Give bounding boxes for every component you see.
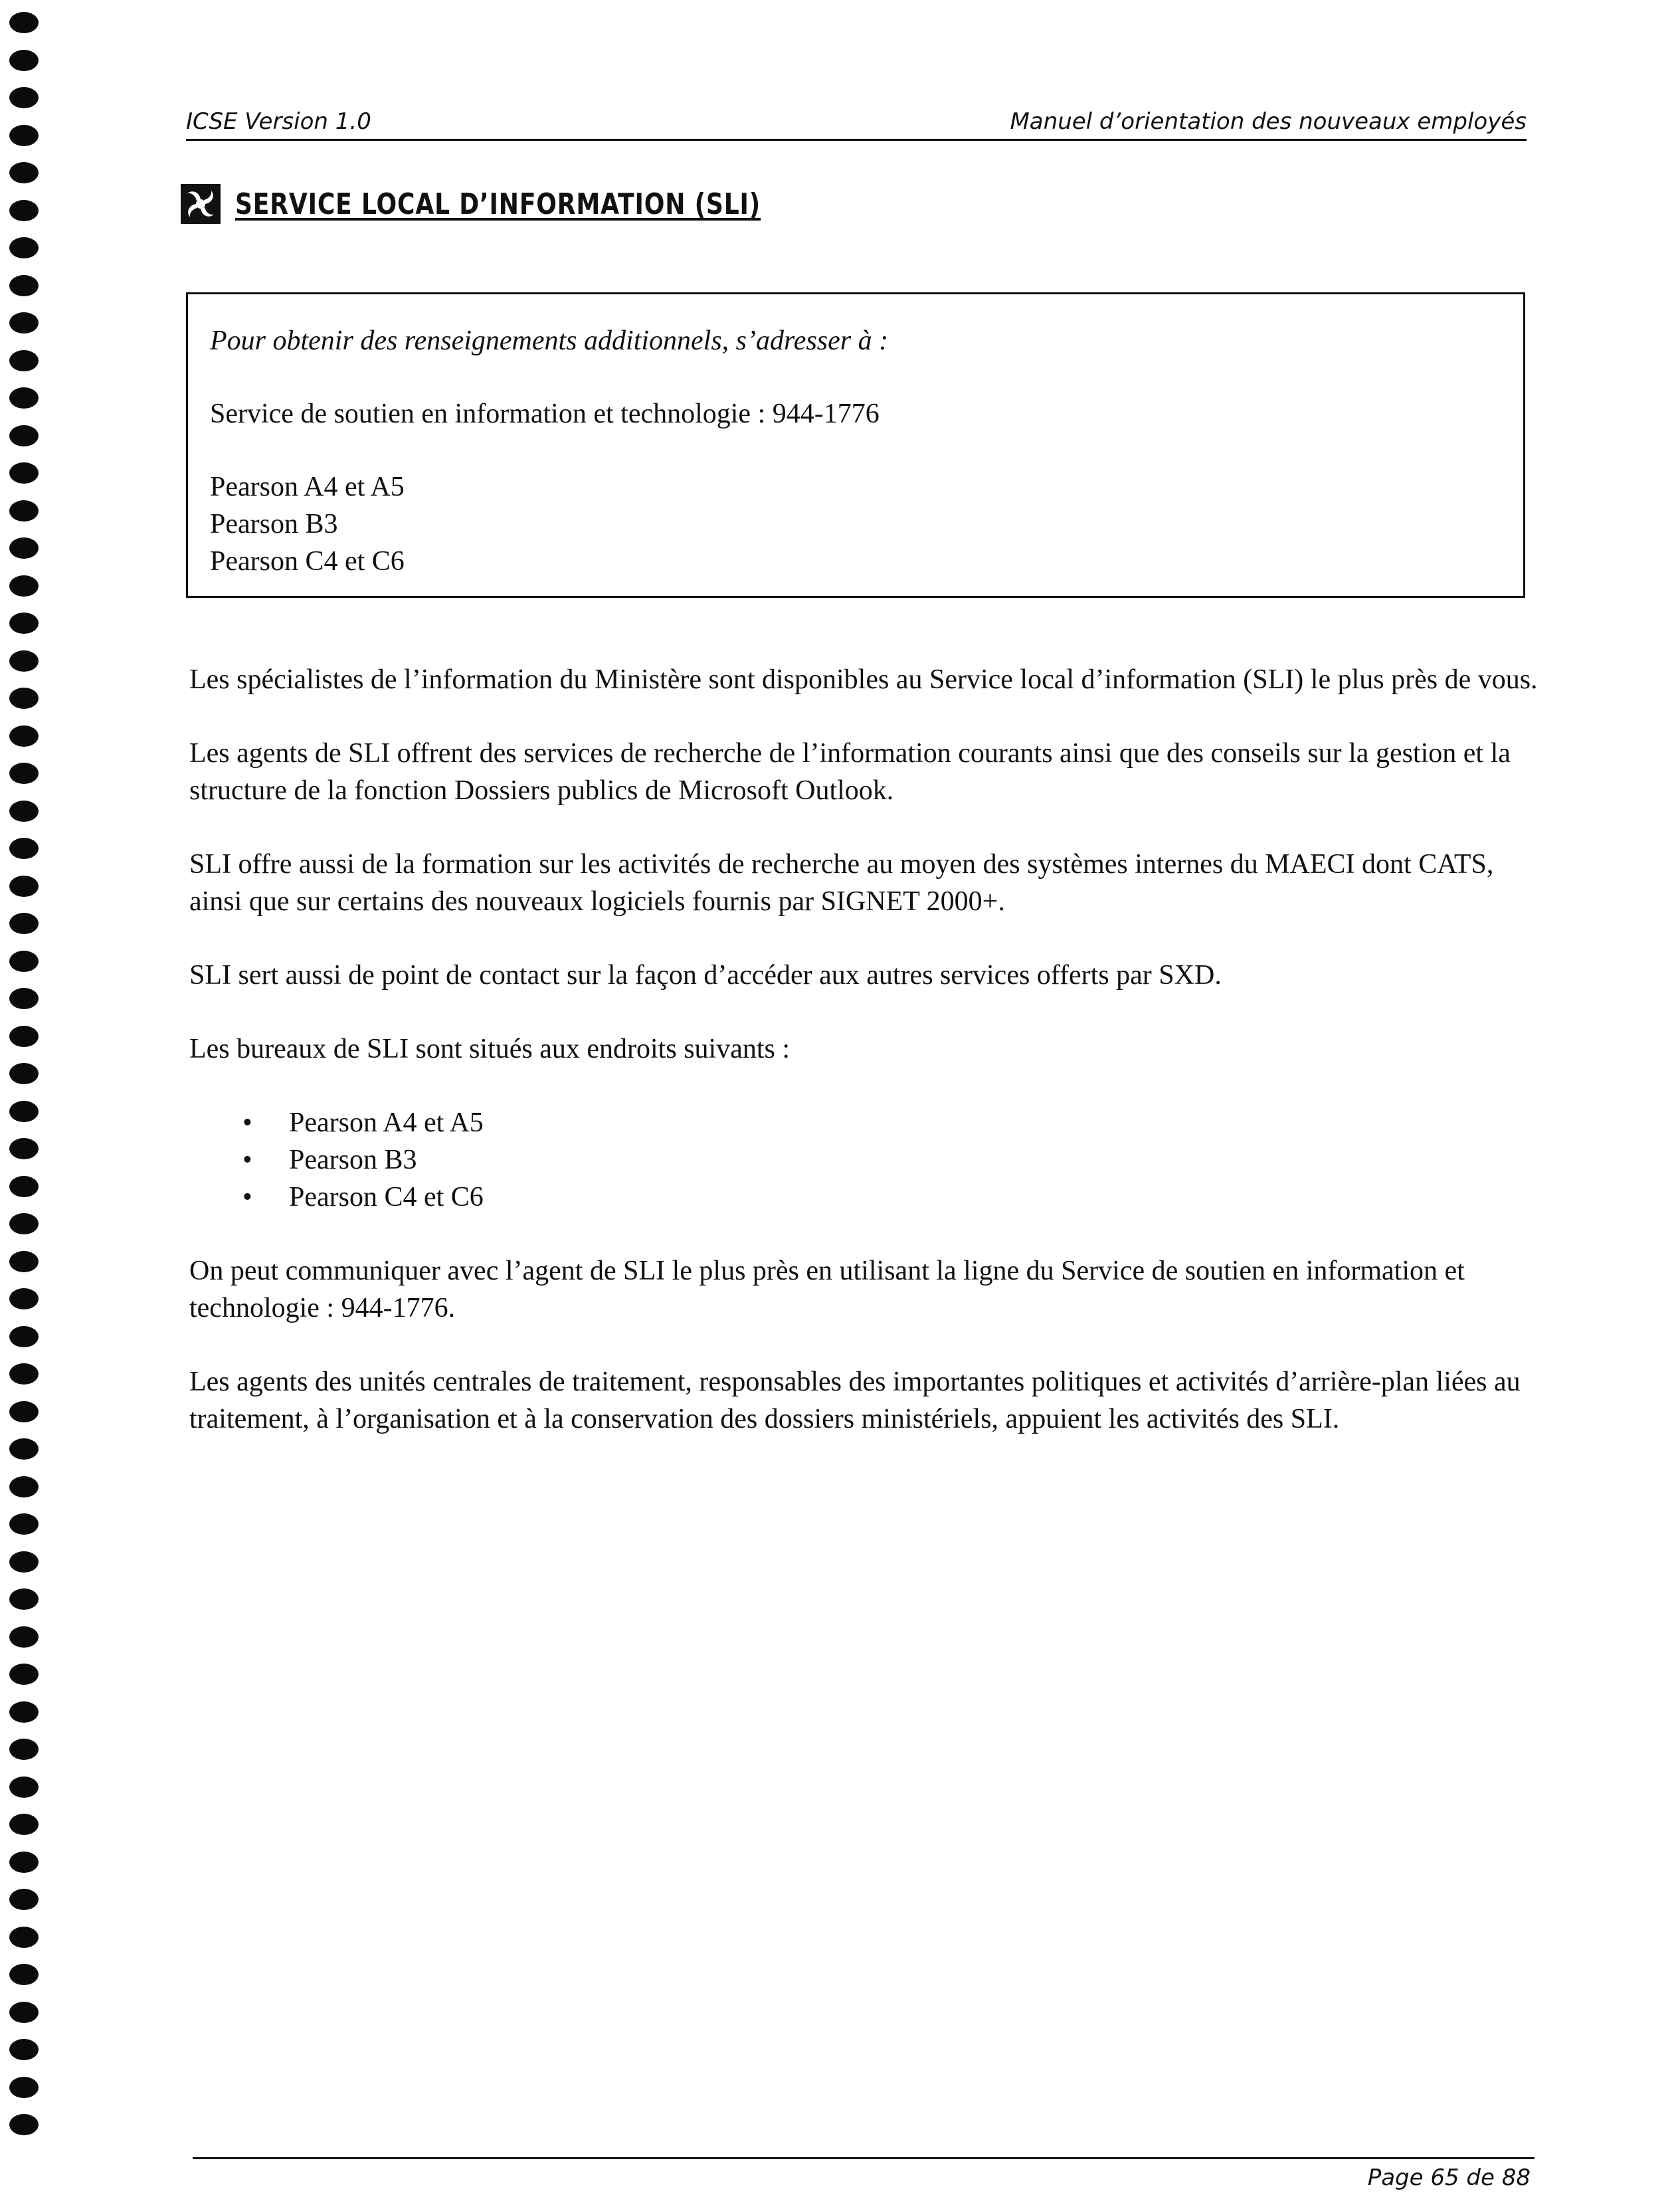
binding-hole xyxy=(9,87,39,108)
binding-hole xyxy=(9,1101,39,1122)
binding-hole xyxy=(9,1288,39,1309)
binding-hole xyxy=(9,1814,39,1835)
binding-hole xyxy=(9,988,39,1009)
paragraph: SLI sert aussi de point de contact sur la façon d’accéder aux autres services offerts par SXD. xyxy=(189,960,1222,991)
body-text xyxy=(189,661,1541,1474)
binding-hole xyxy=(9,763,39,784)
paragraph: Les bureaux de SLI sont situés aux endroits suivants : xyxy=(189,1034,791,1064)
binding-hole xyxy=(9,275,39,296)
binding-hole xyxy=(9,2039,39,2060)
binding-hole xyxy=(9,350,39,371)
binding-hole xyxy=(9,1513,39,1535)
binding-hole xyxy=(9,200,39,221)
manual-title: Manuel d’orientation des nouveaux employés xyxy=(1010,108,1527,135)
binding-hole xyxy=(9,462,39,484)
binding-hole xyxy=(9,1363,39,1385)
paragraph: Les agents de SLI offrent des services de recherche de l’information courants ainsi que des conseils sur la gestion et la structure de la fonction Dossiers publics de Microsoft Outlook. xyxy=(189,738,1511,806)
binding-hole xyxy=(9,613,39,634)
binding-hole xyxy=(9,838,39,859)
binding-hole xyxy=(9,2002,39,2023)
binding-hole xyxy=(9,1326,39,1347)
binding-hole xyxy=(9,1176,39,1197)
page-header xyxy=(186,103,1527,141)
binding-hole xyxy=(9,1777,39,1798)
binding-hole xyxy=(9,50,39,71)
binding-hole xyxy=(9,387,39,409)
paragraph: Les agents des unités centrales de traitement, responsables des importantes politiques et activités d’arrière-plan liées au traitement, à l’organisation et à la conservation des dossiers ministériels, appuient les activités des SLI. xyxy=(189,1367,1521,1434)
binding-hole xyxy=(9,2114,39,2135)
contact-intro: Pour obtenir des renseignements additionnels, s’adresser à : xyxy=(210,326,889,356)
binding-hole xyxy=(9,1927,39,1948)
section-heading xyxy=(179,181,876,227)
binding-hole xyxy=(9,1476,39,1497)
binding-holes xyxy=(9,12,43,2152)
page-number: Page 65 de 88 xyxy=(1367,2164,1531,2191)
binding-hole xyxy=(9,237,39,258)
binding-hole xyxy=(9,1664,39,1685)
binding-hole xyxy=(9,500,39,522)
binding-hole xyxy=(9,1063,39,1084)
binding-hole xyxy=(9,1626,39,1648)
paragraph: Les spécialistes de l’information du Ministère sont disponibles au Service local d’information (SLI) le plus près de vous. xyxy=(189,664,1538,695)
document-version: ICSE Version 1.0 xyxy=(186,108,371,135)
binding-hole xyxy=(9,1138,39,1159)
location-line: Pearson B3 xyxy=(210,509,338,539)
binding-hole xyxy=(9,1852,39,1873)
list-item: • Pearson C4 et C6 xyxy=(189,1179,1541,1216)
binding-hole xyxy=(9,1964,39,1985)
binding-hole xyxy=(9,725,39,747)
binding-hole xyxy=(9,1213,39,1234)
binding-hole xyxy=(9,688,39,709)
contact-box xyxy=(186,292,1525,598)
support-line: Service de soutien en information et technologie : 944-1776 xyxy=(210,399,880,429)
binding-hole xyxy=(9,650,39,672)
list-item: • Pearson A4 et A5 xyxy=(189,1104,1541,1141)
list-item: • Pearson B3 xyxy=(189,1141,1541,1179)
binding-hole xyxy=(9,1701,39,1723)
binding-hole xyxy=(9,162,39,183)
footer-divider xyxy=(193,2157,1535,2159)
binding-hole xyxy=(9,12,39,33)
binding-hole xyxy=(9,1739,39,1760)
binding-hole xyxy=(9,1438,39,1460)
binding-hole xyxy=(9,913,39,934)
binding-hole xyxy=(9,1889,39,1910)
binding-hole xyxy=(9,1026,39,1047)
binding-hole xyxy=(9,537,39,559)
binding-hole xyxy=(9,1551,39,1573)
binding-hole xyxy=(9,125,39,146)
binding-hole xyxy=(9,1588,39,1610)
binding-hole xyxy=(9,2077,39,2098)
paragraph: SLI offre aussi de la formation sur les activités de recherche au moyen des systèmes internes du MAECI dont CATS, ainsi que sur certains des nouveaux logiciels fournis par SIGNET 2000+. xyxy=(189,849,1494,917)
swirl-emblem-icon xyxy=(179,183,222,225)
binding-hole xyxy=(9,575,39,597)
paragraph: On peut communiquer avec l’agent de SLI le plus près en utilisant la ligne du Service de soutien en information et technologie : 944-1776. xyxy=(189,1256,1465,1323)
binding-hole xyxy=(9,425,39,446)
office-list xyxy=(189,1104,1541,1216)
location-line: Pearson C4 et C6 xyxy=(210,546,405,577)
binding-hole xyxy=(9,1401,39,1422)
binding-hole xyxy=(9,801,39,822)
binding-hole xyxy=(9,1251,39,1272)
section-title: SERVICE LOCAL D’INFORMATION (SLI) xyxy=(235,187,761,221)
binding-hole xyxy=(9,876,39,897)
binding-hole xyxy=(9,312,39,334)
location-line: Pearson A4 et A5 xyxy=(210,472,405,502)
binding-hole xyxy=(9,951,39,972)
